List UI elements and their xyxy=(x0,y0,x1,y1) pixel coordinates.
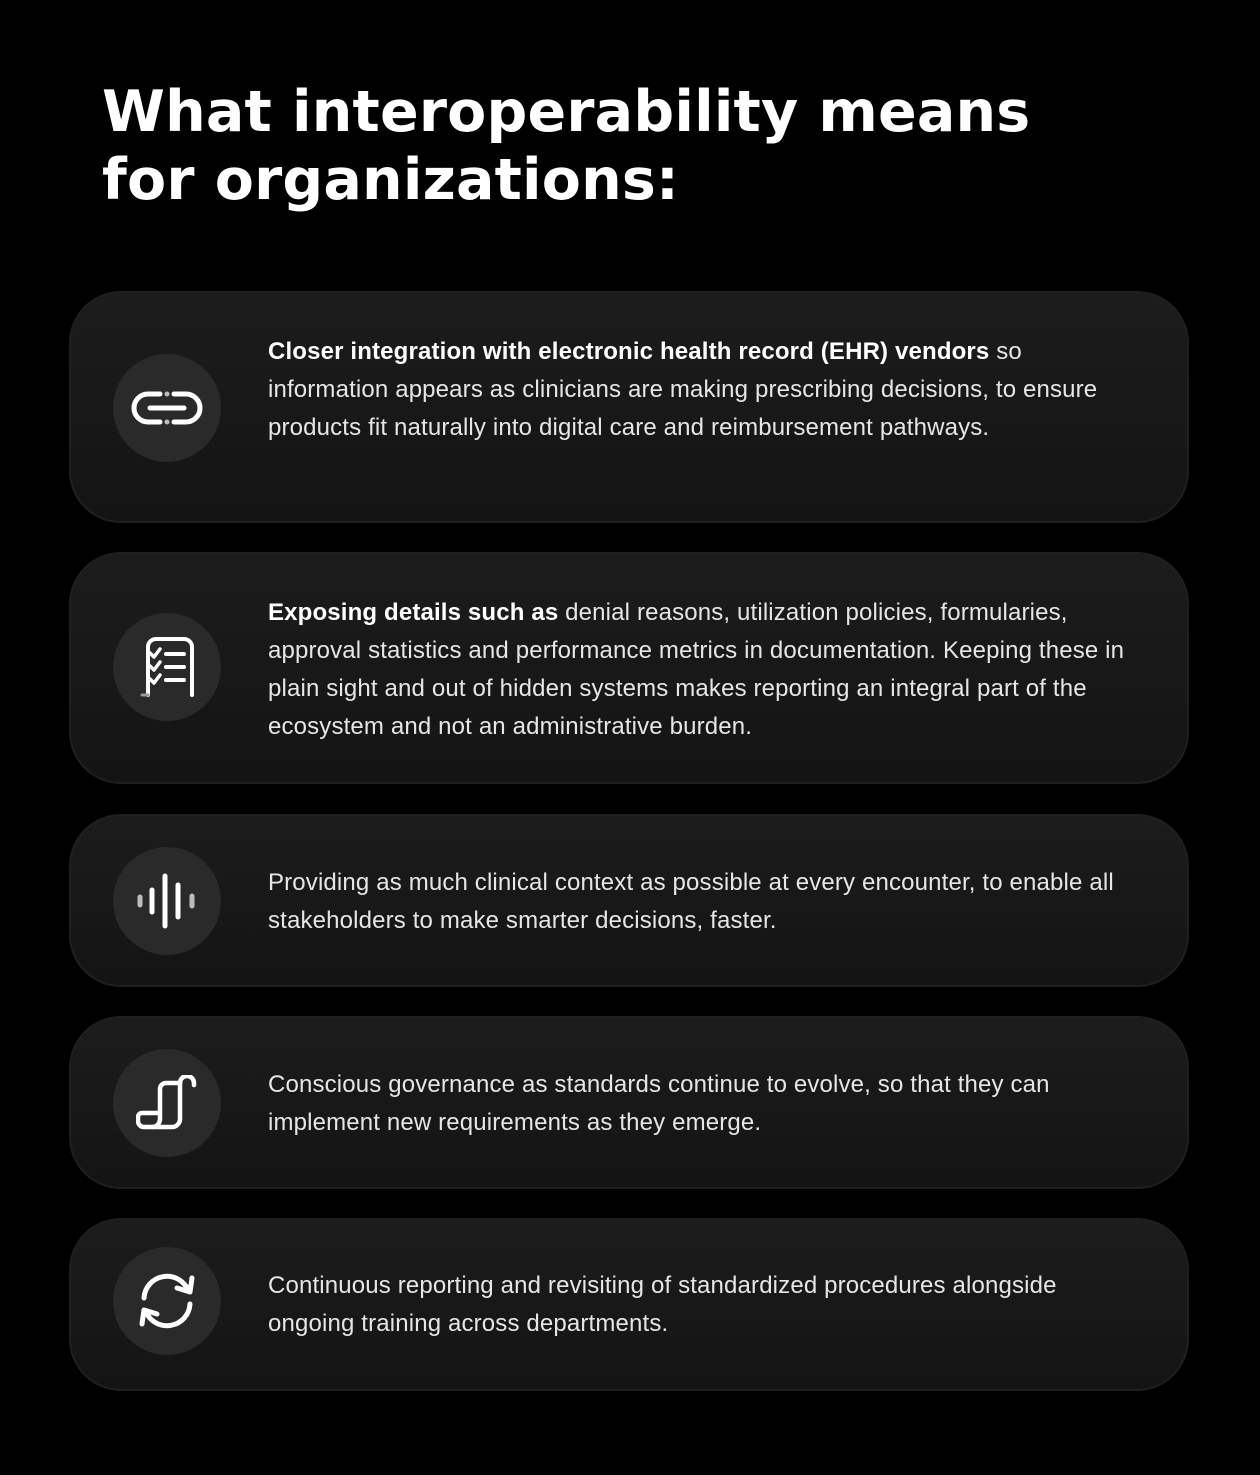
icon-circle xyxy=(113,354,221,462)
link-icon xyxy=(130,388,204,428)
card-exposing-details xyxy=(69,552,1189,784)
card-text-body: Continuous reporting and revisiting of standardized procedures alongside ongoing training across departments. xyxy=(268,1272,1057,1337)
card-text-body: so information appears as clinicians are making prescribing decisions, to ensure products fit naturally into digital care and reimbursement pathways. xyxy=(268,338,1098,441)
card-text xyxy=(268,1267,1147,1343)
card-text xyxy=(268,864,1147,940)
card-ehr-integration xyxy=(69,291,1189,523)
icon-circle xyxy=(113,847,221,955)
card-text-body: denial reasons, utilization policies, formularies, approval statistics and performance metrics in documentation. Keeping these in plain sight and out of hidden systems makes reporting an integral part of the ecosystem and not an administrative burden. xyxy=(268,599,1125,740)
card-continuous-reporting xyxy=(69,1218,1189,1391)
card-text xyxy=(268,1066,1147,1142)
refresh-icon xyxy=(134,1270,200,1332)
card-text-bold: Exposing details such as xyxy=(268,599,559,626)
page-title-line-1: What interoperability means xyxy=(102,79,1031,145)
card-text-body: Conscious governance as standards continue to evolve, so that they can implement new requirements as they emerge. xyxy=(268,1071,1050,1136)
card-text-bold: Closer integration with electronic health record (EHR) vendors xyxy=(268,338,990,365)
icon-circle xyxy=(113,613,221,721)
checklist-document-icon xyxy=(138,637,196,697)
card-conscious-governance xyxy=(69,1016,1189,1189)
card-text-body: Providing as much clinical context as possible at every encounter, to enable all stakeholders to make smarter decisions, faster. xyxy=(268,869,1114,934)
page-title xyxy=(102,78,1102,214)
sound-wave-icon xyxy=(136,873,198,929)
card-clinical-context xyxy=(69,814,1189,987)
icon-circle xyxy=(113,1247,221,1355)
scroll-icon xyxy=(136,1075,198,1131)
card-text xyxy=(268,333,1147,447)
card-text xyxy=(268,594,1147,746)
page-title-line-2: for organizations: xyxy=(102,147,680,213)
icon-circle xyxy=(113,1049,221,1157)
